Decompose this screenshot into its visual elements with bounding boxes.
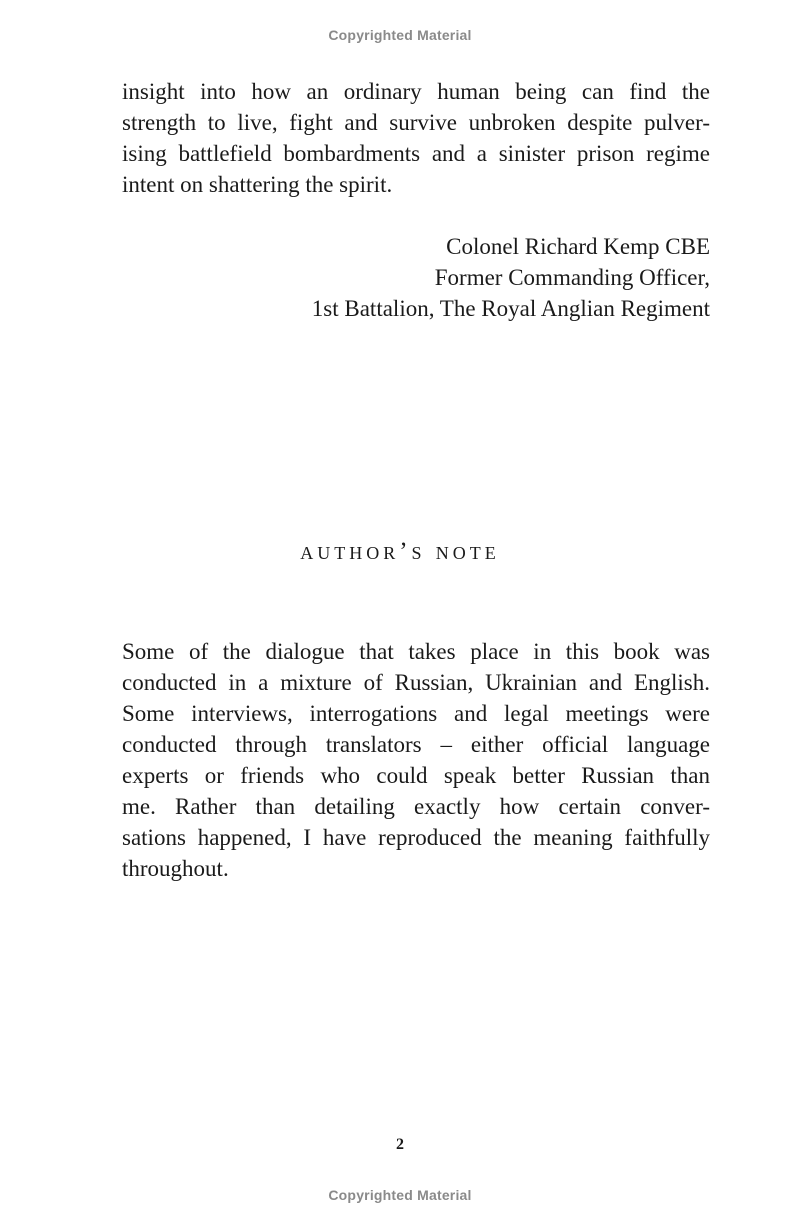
endorsement-quote-text	[122, 76, 710, 200]
authors-note-heading: author’s note	[300, 538, 500, 565]
attribution-title: Former Commanding Officer,	[434, 265, 710, 290]
note-line: conducted through translators – either official language	[122, 732, 710, 757]
note-line: sations happened, I have reproduced the meaning faithfully	[122, 825, 710, 850]
copyright-watermark-top: Copyrighted Material	[328, 27, 472, 43]
authors-note-body	[122, 636, 710, 884]
note-line: Some interviews, interrogations and legal meetings were	[122, 701, 710, 726]
note-line: me. Rather than detailing exactly how certain conver-	[122, 794, 710, 819]
quote-line: insight into how an ordinary human being can find the	[122, 79, 710, 104]
quote-attribution	[122, 231, 710, 324]
quote-line: strength to live, fight and survive unbroken despite pulver-	[122, 110, 710, 135]
note-line: Some of the dialogue that takes place in this book was	[122, 639, 710, 664]
quote-line: intent on shattering the spirit.	[122, 172, 393, 197]
quote-line: ising battlefield bombardments and a sinister prison regime	[122, 141, 710, 166]
note-line: experts or friends who could speak better Russian than	[122, 763, 710, 788]
attribution-name: Colonel Richard Kemp CBE	[446, 234, 710, 259]
page-number: 2	[396, 1136, 404, 1153]
note-line: throughout.	[122, 856, 229, 881]
copyright-watermark-bottom: Copyrighted Material	[328, 1187, 472, 1203]
note-line: conducted in a mixture of Russian, Ukrainian and English.	[122, 670, 710, 695]
attribution-unit: 1st Battalion, The Royal Anglian Regiment	[311, 296, 710, 321]
